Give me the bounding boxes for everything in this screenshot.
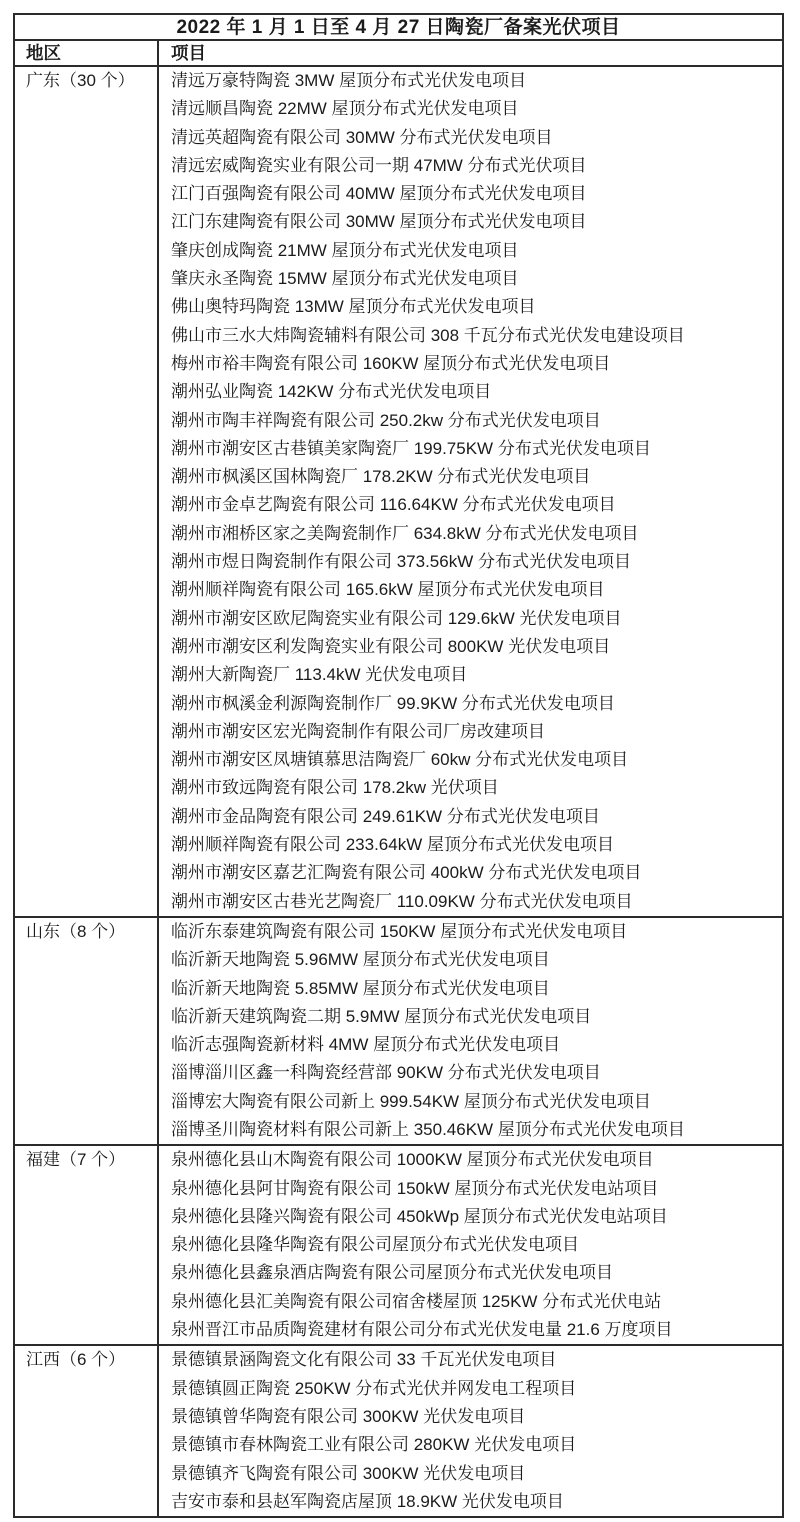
project-row: 潮州市潮安区凤塘镇慕思洁陶瓷厂 60kw 分布式光伏发电项目 <box>171 750 629 770</box>
region-cell: 山东（8 个） <box>15 918 159 1144</box>
table-body <box>15 67 782 1516</box>
project-row: 临沂东泰建筑陶瓷有限公司 150KW 屋顶分布式光伏发电项目 <box>171 921 628 941</box>
project-row: 潮州市潮安区利发陶瓷实业有限公司 800KW 光伏发电项目 <box>171 636 611 656</box>
project-list <box>159 67 782 916</box>
project-row: 潮州市致远陶瓷有限公司 178.2kw 光伏项目 <box>171 778 499 798</box>
project-row: 佛山市三水大炜陶瓷辅料有限公司 308 千瓦分布式光伏发电建设项目 <box>171 325 685 345</box>
project-row: 潮州市枫溪金利源陶瓷制作厂 99.9KW 分布式光伏发电项目 <box>171 693 615 713</box>
project-row: 肇庆永圣陶瓷 15MW 屋顶分布式光伏发电项目 <box>171 269 519 289</box>
region-cell: 福建（7 个） <box>15 1146 159 1344</box>
project-row: 潮州市湘桥区家之美陶瓷制作厂 634.8kW 分布式光伏发电项目 <box>171 523 639 543</box>
project-row: 江门东建陶瓷有限公司 30MW 屋顶分布式光伏发电项目 <box>171 212 587 232</box>
project-row: 潮州市枫溪区国林陶瓷厂 178.2KW 分布式光伏发电项目 <box>171 467 591 487</box>
region-section <box>15 67 782 918</box>
project-row: 临沂新天地陶瓷 5.85MW 屋顶分布式光伏发电项目 <box>171 978 550 998</box>
project-row: 景德镇圆正陶瓷 250KW 分布式光伏并网发电工程项目 <box>171 1378 577 1398</box>
project-row: 潮州大新陶瓷厂 113.4kW 光伏发电项目 <box>171 665 468 685</box>
column-header-project: 项目 <box>171 43 206 63</box>
project-list <box>159 918 782 1144</box>
project-row: 清远宏威陶瓷实业有限公司一期 47MW 分布式光伏项目 <box>171 155 587 175</box>
project-row: 临沂新天建筑陶瓷二期 5.9MW 屋顶分布式光伏发电项目 <box>171 1006 592 1026</box>
project-row: 泉州德化县隆兴陶瓷有限公司 450kWp 屋顶分布式光伏发电站项目 <box>171 1206 668 1226</box>
project-row: 清远万豪特陶瓷 3MW 屋顶分布式光伏发电项目 <box>171 71 527 90</box>
project-row: 临沂志强陶瓷新材料 4MW 屋顶分布式光伏发电项目 <box>171 1035 561 1055</box>
project-row: 淄博宏大陶瓷有限公司新上 999.54KW 屋顶分布式光伏发电项目 <box>171 1091 651 1111</box>
project-row: 泉州德化县汇美陶瓷有限公司宿舍楼屋顶 125KW 分布式光伏电站 <box>171 1291 662 1311</box>
project-row: 潮州市潮安区古巷镇美家陶瓷厂 199.75KW 分布式光伏发电项目 <box>171 438 651 458</box>
project-row: 潮州市潮安区古巷光艺陶瓷厂 110.09KW 分布式光伏发电项目 <box>171 891 633 911</box>
project-row: 潮州市金卓艺陶瓷有限公司 116.64KW 分布式光伏发电项目 <box>171 495 616 515</box>
project-row: 梅州市裕丰陶瓷有限公司 160KW 屋顶分布式光伏发电项目 <box>171 353 611 373</box>
table-header-row <box>15 41 782 67</box>
project-row: 吉安市泰和县赵军陶瓷店屋顶 18.9KW 光伏发电项目 <box>171 1491 564 1511</box>
project-row: 佛山奥特玛陶瓷 13MW 屋顶分布式光伏发电项目 <box>171 297 536 317</box>
project-row: 临沂新天地陶瓷 5.96MW 屋顶分布式光伏发电项目 <box>171 950 550 970</box>
column-header-region: 地区 <box>15 41 159 65</box>
pv-projects-table <box>13 13 784 1518</box>
table-title: 2022 年 1 月 1 日至 4 月 27 日陶瓷厂备案光伏项目 <box>15 15 782 41</box>
project-row: 景德镇齐飞陶瓷有限公司 300KW 光伏发电项目 <box>171 1463 526 1483</box>
project-list <box>159 1146 782 1344</box>
project-row: 肇庆创成陶瓷 21MW 屋顶分布式光伏发电项目 <box>171 240 519 260</box>
region-section <box>15 1346 782 1516</box>
project-row: 泉州德化县鑫泉酒店陶瓷有限公司屋顶分布式光伏发电项目 <box>171 1263 613 1283</box>
project-row: 潮州弘业陶瓷 142KW 分布式光伏发电项目 <box>171 382 492 402</box>
project-row: 潮州顺祥陶瓷有限公司 233.64kW 屋顶分布式光伏发电项目 <box>171 835 614 855</box>
region-section <box>15 918 782 1146</box>
project-row: 江门百强陶瓷有限公司 40MW 屋顶分布式光伏发电项目 <box>171 184 587 204</box>
project-row: 潮州市金品陶瓷有限公司 249.61KW 分布式光伏发电项目 <box>171 806 600 826</box>
project-row: 潮州市煜日陶瓷制作有限公司 373.56kW 分布式光伏发电项目 <box>171 552 631 572</box>
project-row: 淄博圣川陶瓷材料有限公司新上 350.46KW 屋顶分布式光伏发电项目 <box>171 1119 685 1139</box>
project-row: 清远英超陶瓷有限公司 30MW 分布式光伏发电项目 <box>171 127 553 147</box>
project-row: 泉州晋江市品质陶瓷建材有限公司分布式光伏发电量 21.6 万度项目 <box>171 1320 673 1340</box>
region-cell: 广东（30 个） <box>15 67 159 916</box>
project-row: 潮州市潮安区宏光陶瓷制作有限公司厂房改建项目 <box>171 721 545 741</box>
region-section <box>15 1146 782 1346</box>
project-row: 景德镇曾华陶瓷有限公司 300KW 光伏发电项目 <box>171 1406 526 1426</box>
project-row: 潮州顺祥陶瓷有限公司 165.6kW 屋顶分布式光伏发电项目 <box>171 580 605 600</box>
project-row: 景德镇景涵陶瓷文化有限公司 33 千瓦光伏发电项目 <box>171 1350 557 1370</box>
region-cell: 江西（6 个） <box>15 1346 159 1516</box>
project-row: 潮州市潮安区欧尼陶瓷实业有限公司 129.6kW 光伏发电项目 <box>171 608 622 628</box>
project-row: 泉州德化县阿甘陶瓷有限公司 150kW 屋顶分布式光伏发电站项目 <box>171 1178 659 1198</box>
project-row: 淄博淄川区鑫一科陶瓷经营部 90KW 分布式光伏发电项目 <box>171 1063 601 1083</box>
project-row: 泉州德化县隆华陶瓷有限公司屋顶分布式光伏发电项目 <box>171 1235 579 1255</box>
project-row: 潮州市潮安区嘉艺汇陶瓷有限公司 400kW 分布式光伏发电项目 <box>171 863 642 883</box>
project-row: 清远顺昌陶瓷 22MW 屋顶分布式光伏发电项目 <box>171 99 519 119</box>
project-list <box>159 1346 782 1516</box>
project-row: 潮州市陶丰祥陶瓷有限公司 250.2kw 分布式光伏发电项目 <box>171 410 601 430</box>
project-row: 景德镇市春林陶瓷工业有限公司 280KW 光伏发电项目 <box>171 1435 577 1455</box>
project-row: 泉州德化县山木陶瓷有限公司 1000KW 屋顶分布式光伏发电项目 <box>171 1150 654 1170</box>
